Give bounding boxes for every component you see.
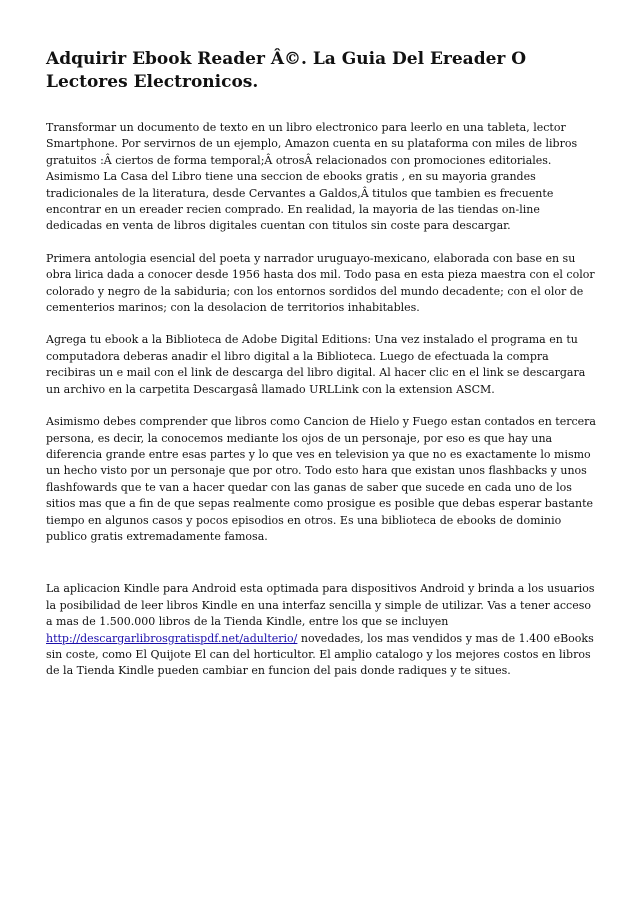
paragraph-antologia: Primera antologia esencial del poeta y narrador uruguayo-mexicano, elaborada con base en su obra lirica dada a conocer desde 1956 hasta dos mil. Todo pasa en esta pieza maestra con el color colorado y negro de la sabiduria; con los entornos sordidos del mundo decadente; con el olor de cementerios marinos; con la desolacion de territorios inhabitables.	[46, 251, 595, 315]
paragraph-kindle-android	[46, 581, 598, 679]
kindle-text-after-link: novedades, los mas vendidos y mas de 1.400 eBooks sin coste, como El Quijote El can del horticultor. El amplio catalogo y los mejores costos en libros de la Tienda Kindle pueden cambiar en funcion del pais donde radiques y te situes.	[46, 631, 594, 678]
paragraph-adobe-digital-editions: Agrega tu ebook a la Biblioteca de Adobe Digital Editions: Una vez instalado el programa en tu computadora deberas anadir el libro digital a la Biblioteca. Luego de efectuada la compra recibiras un e mail con el link de descarga del libro digital. Al hacer clic en el link se descargara un archivo en la carpetita Descargasâ llamado URLLink con la extension ASCM.	[46, 333, 586, 396]
paragraph-cancion-hielo-fuego: Asimismo debes comprender que libros como Cancion de Hielo y Fuego estan contados en tercera persona, es decir, la conocemos mediante los ojos de un personaje, por eso es que hay una diferencia grande entre esas partes y lo que ves en television ya que no es exactamente lo mismo un hecho visto por un personaje que por otro. Todo esto hara que existan unos flashbacks y unos flashfowards que te van a hacer quedar con las ganas de saber que sucede en cada uno de los sitios mas que a fin de que sepas realmente como prosigue es posible que debas esperar bastante tiempo en algunos casos y pocos episodios en otros. Es una biblioteca de ebooks de dominio publico gratis extremadamente famosa.	[46, 415, 596, 543]
document-title: Adquirir Ebook Reader Â©. La Guia Del Ereader O Lectores Electronicos.	[46, 49, 527, 92]
paragraph-ebooks-gratis: Transformar un documento de texto en un libro electronico para leerlo en una tableta, lector Smartphone. Por servirnos de un ejemplo, Amazon cuenta en su plataforma con miles de libros gratuitos :Â ciertos de forma temporal;Â otrosÂ relacionados con promociones editoriales. Asimismo La Casa del Libro tiene una seccion de ebooks gratis , en su mayoria grandes tradicionales de la literatura, desde Cervantes a Galdos,Â titulos que tambien es frecuente encontrar en un ereader recien comprado. En realidad, la mayoria de las tiendas on-line dedicadas en venta de libros digitales cuentan con titulos sin coste para descargar.	[46, 121, 578, 233]
descargar-libros-link[interactable]: http://descargarlibrosgratispdf.net/adulterio/	[46, 631, 298, 645]
document-page	[46, 48, 598, 696]
kindle-text-before-link: La aplicacion Kindle para Android esta optimada para dispositivos Android y brinda a los usuarios la posibilidad de leer libros Kindle en una interfaz sencilla y simple de utilizar. Vas a tener acceso a mas de 1.500.000 libros de la Tienda Kindle, entre los que se incluyen	[46, 582, 595, 629]
